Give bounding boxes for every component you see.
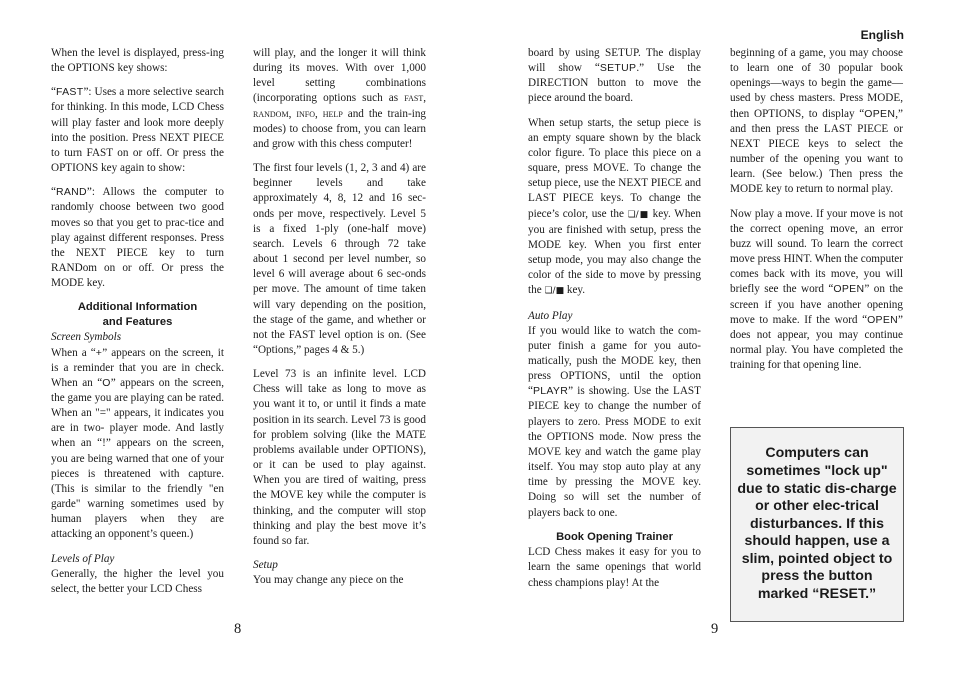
page9-column-1 bbox=[528, 46, 701, 600]
symbols-text-1: When a “ bbox=[51, 346, 96, 359]
page9-column-2 bbox=[730, 46, 903, 382]
symbols-text-3: ” appears on the screen, the game you are playing can be rated. When an "=" appears, it indicates you are in two- player mode. And lastly when an “!” appears on the screen, you are being warned that one of your pieces is threatened with capture. (This is similar to the friendly "en garde" warning sometimes used by human players when they are attacking an opponent’s queen.) bbox=[51, 376, 224, 541]
plus-symbol: + bbox=[95, 346, 103, 359]
setup-continued-paragraph bbox=[528, 46, 701, 107]
heading-line-2: and Features bbox=[102, 315, 173, 328]
page8-column-2 bbox=[253, 46, 426, 597]
setup-details-paragraph bbox=[528, 116, 701, 300]
setup-details-a: When setup starts, the setup piece is an empty square shown by the black color figure. To place this piece on a square, press MOVE. To change the setup piece, use the NEXT PIECE and LAST PIECE keys. To change the piece’s color, use the bbox=[528, 116, 701, 220]
levels-text-b: and the train-ing modes) to choose from, you can learn and grow with this chess computer! bbox=[253, 107, 427, 150]
auto-play-text-a: If you would like to watch the com-puter finish a game for you auto-matically, push the MODE key, then press OPTIONS, until the option “ bbox=[528, 324, 701, 398]
beginner-levels-paragraph: The first four levels (1, 2, 3 and 4) are beginner levels and take approximately 4, 8, 12 and 16 sec-onds per move, respectively. Level 5 is a fixed 1-ply (one-half move) search. Levels 6 through 72 take about 1 second per level number, so level 6 will average about 6 sec-onds per move. The amount of time taken will vary depending on the position, the stage of the game, and whether or not the FAST level option is on. (See “Options,” pages 4 & 5.) bbox=[253, 162, 426, 356]
book-opening-paragraph: LCD Chess makes it easy for you to learn the same openings that world chess champions play! At the bbox=[528, 546, 701, 589]
rand-option: “RAND”: Allows the computer to randomly choose between two good moves so that you get to prac-tice and play against different responses. Press the NEXT PIECE key to turn RANDom on or off. Or press the MODE key. bbox=[51, 186, 224, 290]
fast-lcd-text: FAST bbox=[55, 86, 84, 99]
book-text-b: ,” and then press the LAST PIECE or NEXT PIECE keys to select the number of the opening you want to learn. (See below.) Then press the MODE key to return to normal play. bbox=[730, 107, 903, 196]
open-lcd-text: OPEN bbox=[864, 107, 896, 120]
setup-lcd-text: SETUP bbox=[599, 62, 637, 75]
levels-paragraph: Generally, the higher the level you select, the better your LCD Chess bbox=[51, 567, 224, 595]
setup-details-b: key. When you are finished with setup, press the MODE key. When you first enter setup mode, you may also change the color of the side to move by pressing the bbox=[528, 207, 701, 297]
reset-warning-box bbox=[730, 427, 904, 622]
sc-info: info bbox=[296, 107, 315, 120]
book-opening-continued bbox=[730, 46, 903, 198]
sc-help: help bbox=[322, 107, 343, 120]
practice-text-a: Now play a move. If your move is not the correct opening move, an error buzz will sound. To learn the correct move press HINT. When the computer comes back with its move, you will briefly see the word “ bbox=[730, 207, 903, 296]
levels-of-play-subheading: Levels of Play bbox=[51, 552, 115, 565]
page8-column-1 bbox=[51, 46, 224, 606]
setup-text-a: board by using SETUP. The display will show “ bbox=[528, 47, 701, 75]
reset-warning-text: Computers can sometimes "lock up" due to static dis-charge or other elec-trical disturbances. If this should happen, use a slim, pointed object to press the button marked “RESET.” bbox=[737, 445, 897, 603]
setup-details-c: key. bbox=[564, 284, 586, 297]
o-symbol: O bbox=[102, 376, 111, 389]
book-opening-heading: Book Opening Trainer bbox=[556, 530, 673, 543]
page-number-right: 9 bbox=[711, 621, 719, 637]
auto-play-text-b: ” is showing. Use the LAST PIECE key to change the number of players to zero. Press MODE to exit the OPTIONS mode. Now press the MOVE key and watch the game play itself. You may stop auto play at any time by pressing the MOVE key. Doing so will set the number of players back to one. bbox=[528, 385, 701, 519]
auto-play-subheading: Auto Play bbox=[528, 309, 573, 322]
setup-paragraph-start: You may change any piece on the bbox=[253, 574, 404, 587]
color-key-icon: ❏/■ bbox=[627, 209, 649, 220]
page-number-left: 8 bbox=[234, 621, 242, 637]
symbols-text-2: ” appears on the screen, it is a reminder that you are in check. When an “ bbox=[51, 346, 224, 389]
setup-subheading: Setup bbox=[253, 559, 278, 571]
levels-continued-paragraph: will play, and the longer it will think during its moves. With over 1,000 level setting combinations (incorporating options such as fast, random, info, help and the train-ing modes) to choose from, you can learn and grow with this chess computer! bbox=[253, 47, 427, 150]
open-lcd-text: OPEN bbox=[833, 283, 865, 296]
sc-random: random bbox=[253, 107, 289, 120]
setup-text-b: .” Use the DIRECTION button to move the piece around the board. bbox=[528, 62, 701, 105]
sc-fast: fast bbox=[404, 92, 424, 105]
level-73-paragraph: Level 73 is an infinite level. LCD Chess will take as long to move as you want it to, or until it finds a mate position in its search. Level 73 is good for problem solving (like the MATE problems available under OPTIONS), or it can be used to play against. When you are tired of waiting, press the MOVE key while the computer is thinking, and the computer will stop thinking and play the best move it’s found so far. bbox=[253, 368, 426, 547]
heading-line-1: Additional Information bbox=[77, 301, 198, 314]
options-intro: When the level is displayed, press-ing the OPTIONS key shows: bbox=[51, 47, 224, 75]
open-lcd-text: OPEN bbox=[867, 313, 899, 326]
screen-symbols-subheading: Screen Symbols bbox=[51, 331, 122, 344]
rand-description: : Allows the computer to randomly choose between two good moves so that you get to prac-tice and play against different responses. Press the NEXT PIECE key to turn RANDom on or off. Or press the MODE key. bbox=[51, 186, 224, 290]
fast-description: : Uses a more selective search for thinking. In this mode, LCD Chess will play faster and look more deeply into the position. Press NEXT PIECE to turn FAST on or off. Or press the OPTIONS key again to show: bbox=[51, 86, 224, 175]
auto-play-paragraph bbox=[528, 324, 701, 521]
opening-practice-paragraph bbox=[730, 207, 903, 374]
levels-text-a: will play, and the longer it will think during its moves. With over 1,000 level setting combinations (incorporating options such as bbox=[253, 47, 426, 105]
practice-text-c: ” does not appear, you may continue normal play. You have completed the training for that opening line. bbox=[730, 313, 903, 372]
color-key-icon: ❏/■ bbox=[544, 286, 565, 297]
fast-option: “FAST”: Uses a more selective search for thinking. In this mode, LCD Chess will play faster and look more deeply into the position. Press NEXT PIECE to turn FAST on or off. Or press the OPTIONS key again to show: bbox=[51, 86, 224, 175]
additional-info-heading bbox=[51, 300, 224, 329]
rand-lcd-text: RAND bbox=[55, 186, 87, 199]
practice-text-b: ” on the screen if you have another opening move to make. If the word “ bbox=[730, 283, 904, 326]
language-label: English bbox=[860, 28, 904, 42]
book-text-a: beginning of a game, you may choose to learn one of 30 popular book openings—ways to begin the game—used by chess masters. Press MODE, then OPTIONS, to display “ bbox=[730, 47, 903, 120]
screen-symbols-paragraph bbox=[51, 346, 224, 543]
playr-lcd-text: PLAYR bbox=[532, 385, 569, 398]
